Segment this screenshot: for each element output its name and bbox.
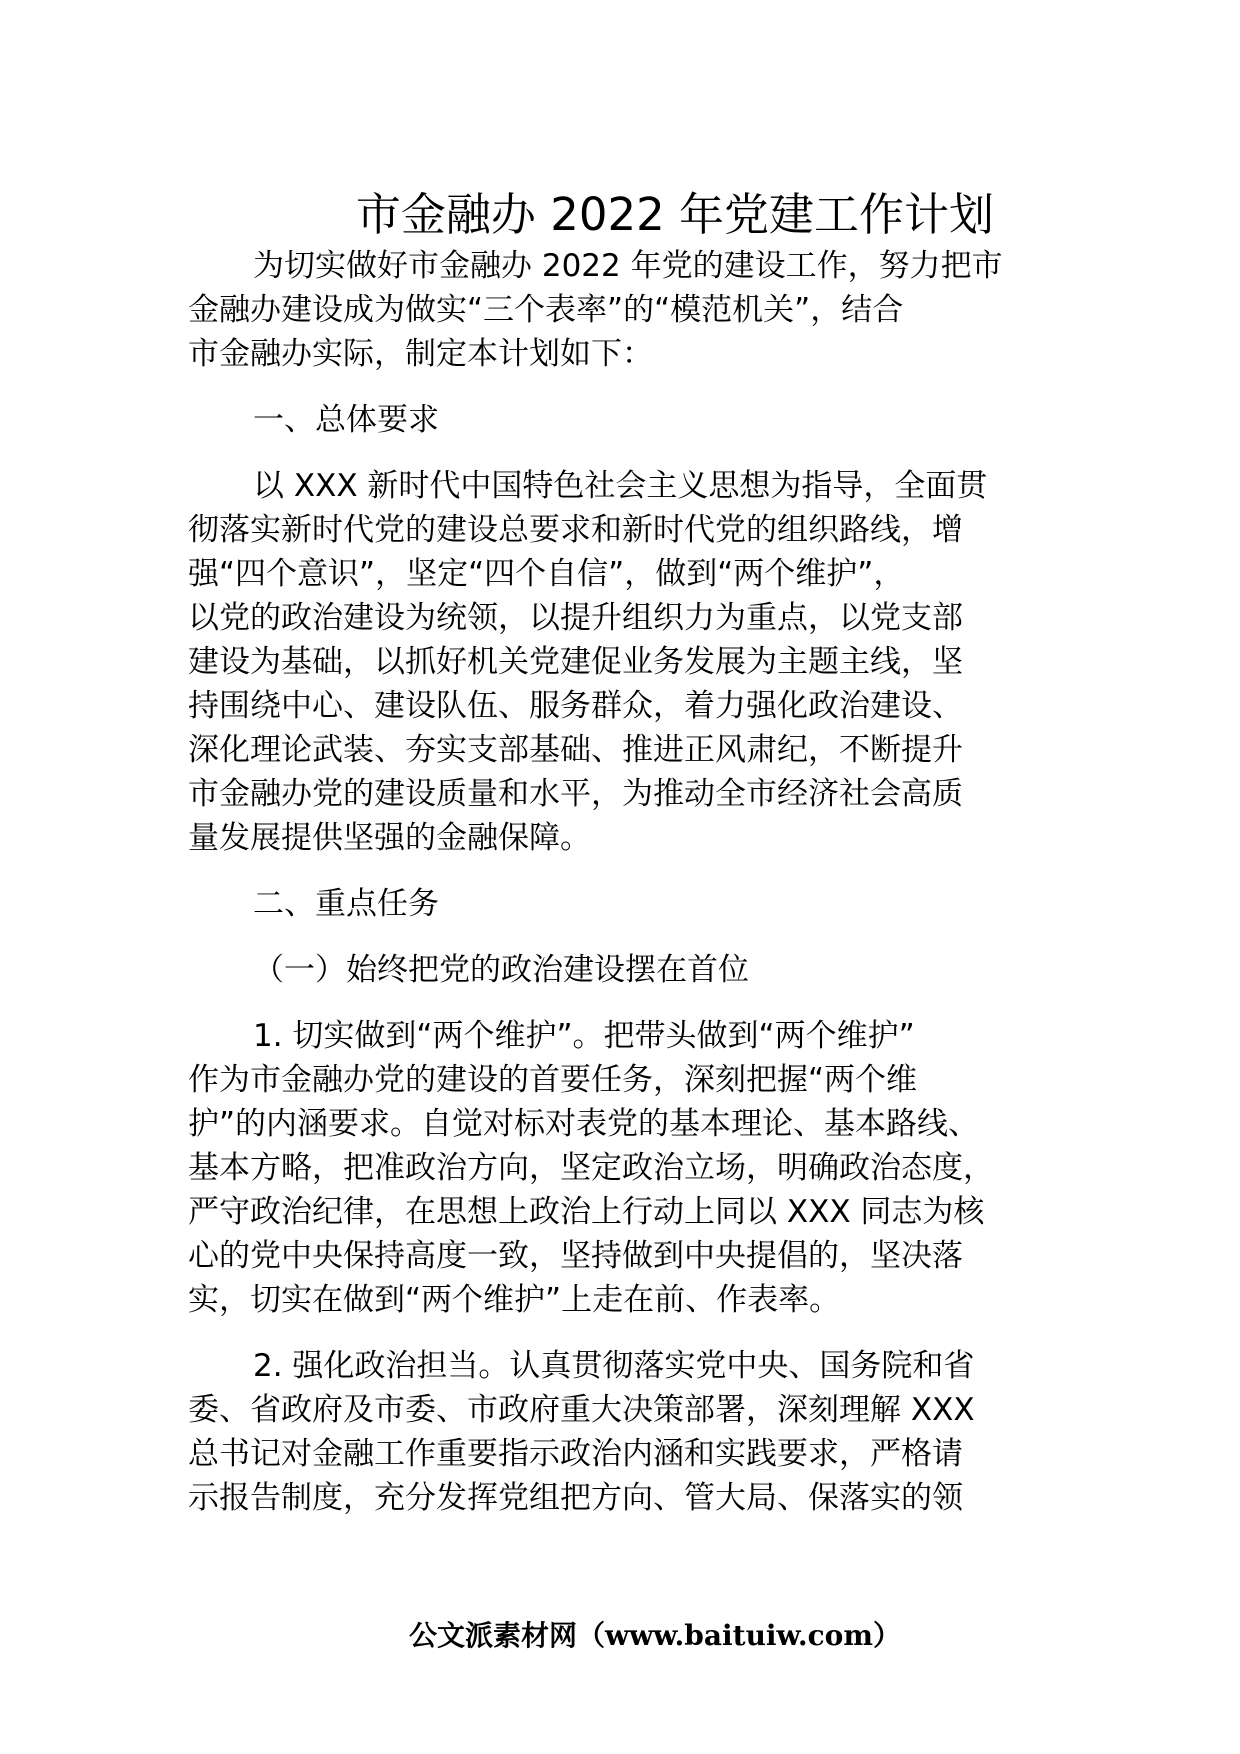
document-body bbox=[188, 244, 1068, 1520]
text-line: 作为市金融办党的建设的首要任务，深刻把握“两个维 bbox=[188, 1062, 918, 1098]
text-line: （一）始终把党的政治建设摆在首位 bbox=[253, 952, 749, 988]
text-line: 彻落实新时代党的建设总要求和新时代党的组织路线，增 bbox=[188, 512, 963, 548]
text-line: 实，切实在做到“两个维护”上走在前、作表率。 bbox=[188, 1282, 841, 1318]
text-line: 市金融办党的建设质量和水平，为推动全市经济社会高质 bbox=[188, 776, 963, 812]
text-line: 量发展提供坚强的金融保障。 bbox=[188, 820, 591, 856]
paragraph bbox=[188, 1344, 1068, 1520]
text-line: 二、重点任务 bbox=[253, 886, 439, 922]
text-line: 市金融办实际，制定本计划如下： bbox=[188, 336, 653, 372]
watermark-footer: 公文派素材网（www.baituiw.com） bbox=[409, 1619, 901, 1652]
text-line: 建设为基础，以抓好机关党建促业务发展为主题主线，坚 bbox=[188, 644, 963, 680]
text-line: 为切实做好市金融办 2022 年党的建设工作，努力把市 bbox=[253, 248, 1003, 284]
text-line: 严守政治纪律，在思想上政治上行动上同以 XXX 同志为核 bbox=[188, 1194, 985, 1230]
text-line: 强“四个意识”，坚定“四个自信”，做到“两个维护”， bbox=[188, 556, 905, 592]
paragraph bbox=[188, 1014, 1068, 1322]
text-line: 以 XXX 新时代中国特色社会主义思想为指导，全面贯 bbox=[253, 468, 988, 504]
text-line: 持围绕中心、建设队伍、服务群众，着力强化政治建设、 bbox=[188, 688, 963, 724]
paragraph bbox=[188, 948, 1068, 992]
text-line: 基本方略，把准政治方向，坚定政治立场，明确政治态度， bbox=[188, 1150, 994, 1186]
text-line: 2. 强化政治担当。认真贯彻落实党中央、国务院和省 bbox=[253, 1348, 975, 1384]
text-line: 总书记对金融工作重要指示政治内涵和实践要求，严格请 bbox=[188, 1436, 963, 1472]
text-line: 以党的政治建设为统领，以提升组织力为重点，以党支部 bbox=[188, 600, 963, 636]
paragraph bbox=[188, 398, 1068, 442]
text-line: 深化理论武装、夯实支部基础、推进正风肃纪，不断提升 bbox=[188, 732, 963, 768]
text-line: 委、省政府及市委、市政府重大决策部署，深刻理解 XXX bbox=[188, 1392, 975, 1428]
paragraph bbox=[188, 244, 1068, 376]
document-title: 市金融办 2022 年党建工作计划 bbox=[355, 188, 995, 242]
text-line: 1. 切实做到“两个维护”。把带头做到“两个维护” bbox=[253, 1018, 915, 1054]
text-line: 一、总体要求 bbox=[253, 402, 439, 438]
text-line: 金融办建设成为做实“三个表率”的“模范机关”，结合 bbox=[188, 292, 904, 328]
text-line: 示报告制度，充分发挥党组把方向、管大局、保落实的领 bbox=[188, 1480, 963, 1516]
paragraph bbox=[188, 464, 1068, 860]
text-line: 护”的内涵要求。自觉对标对表党的基本理论、基本路线、 bbox=[188, 1106, 980, 1142]
text-line: 心的党中央保持高度一致，坚持做到中央提倡的，坚决落 bbox=[188, 1238, 963, 1274]
paragraph bbox=[188, 882, 1068, 926]
